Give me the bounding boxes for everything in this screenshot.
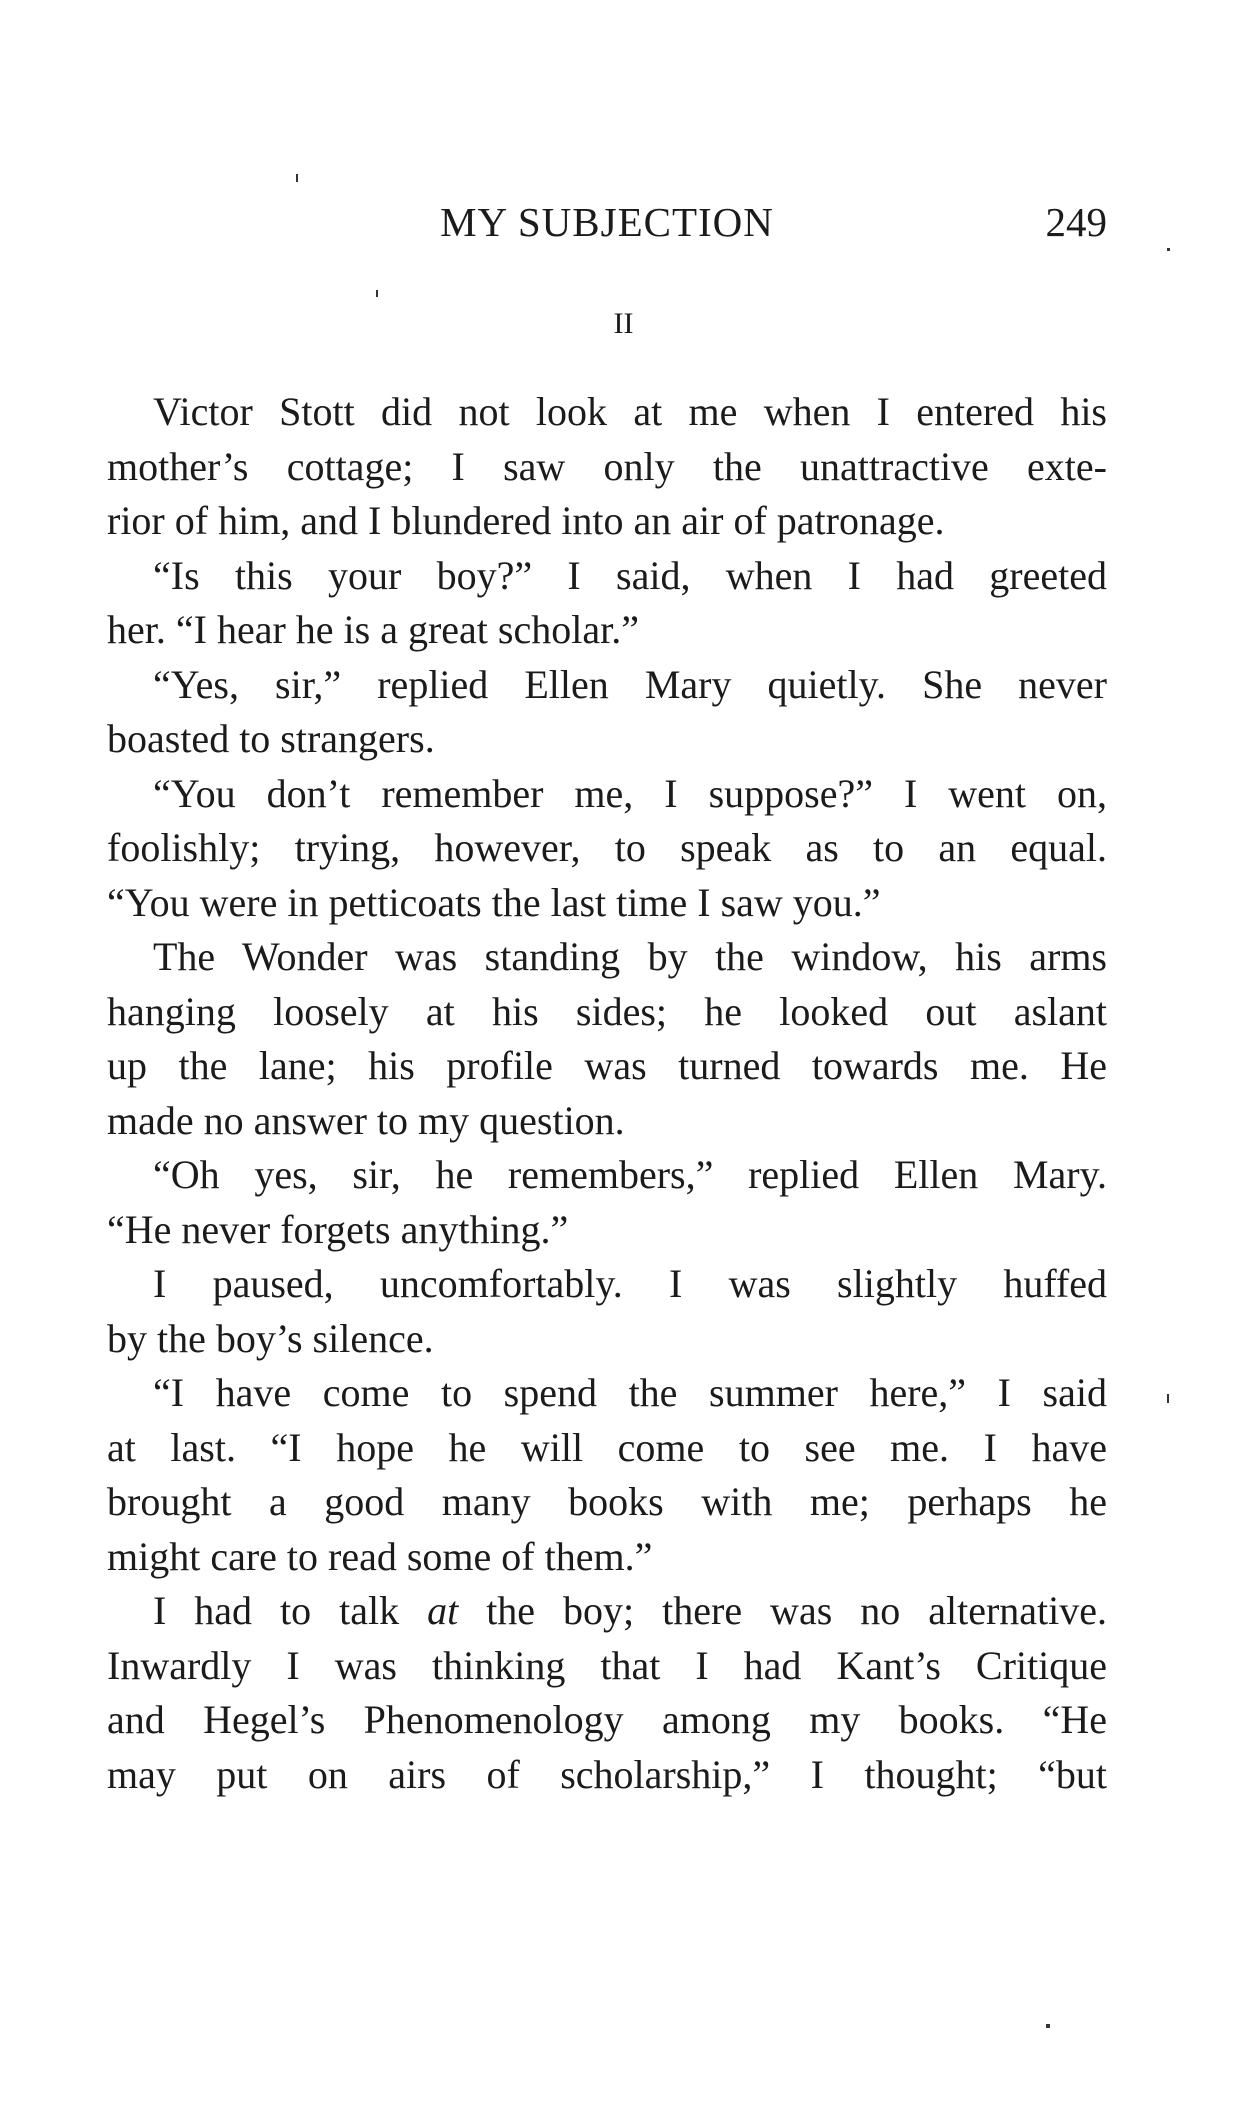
text-line: “You don’t remember me, I suppose?” I went on, <box>153 770 1107 816</box>
text-line: “I have come to spend the summer here,” I said <box>153 1370 1107 1415</box>
text-line: by the boy’s silence. <box>107 1315 434 1361</box>
text-line: mother’s cottage; I saw only the unattractive exte- <box>107 443 1107 489</box>
text-line: I paused, uncomfortably. I was slightly huffed <box>153 1261 1107 1306</box>
page-header <box>107 196 1107 248</box>
text-line: might care to read some of them.” <box>107 1533 653 1579</box>
text-line: “He never forgets anything.” <box>107 1206 569 1252</box>
text-line: boasted to strangers. <box>107 716 435 761</box>
text-line: hanging loosely at his sides; he looked out aslant <box>107 988 1107 1034</box>
text-line: foolishly; trying, however, to speak as to an equal. <box>107 825 1107 870</box>
text-line: up the lane; his profile was turned towards me. He <box>107 1043 1107 1088</box>
print-speck <box>1167 248 1170 251</box>
text-line: “You were in petticoats the last time I saw you.” <box>107 879 881 925</box>
text-line: Victor Stott did not look at me when I entered his <box>153 389 1107 434</box>
section-numeral: II <box>613 307 634 340</box>
print-speck <box>1167 1394 1169 1403</box>
text-line: rior of him, and I blundered into an air of patronage. <box>107 498 945 543</box>
page-number: 249 <box>1045 199 1107 245</box>
text-line: I had to talk at the boy; there was no alternative. <box>153 1588 1108 1633</box>
text-line: “Is this your boy?” I said, when I had greeted <box>153 552 1107 598</box>
text-line: at last. “I hope he will come to see me. I have <box>107 1424 1107 1470</box>
text-line: may put on airs of scholarship,” I thought; “but <box>107 1751 1107 1797</box>
text-line: Inwardly I was thinking that I had Kant’s Critique <box>107 1642 1107 1688</box>
text-line: and Hegel’s Phenomenology among my books. “He <box>107 1697 1107 1742</box>
text-line: brought a good many books with me; perhaps he <box>107 1479 1107 1524</box>
text-line: her. “I hear he is a great scholar.” <box>107 607 639 652</box>
text-line: made no answer to my question. <box>107 1097 625 1143</box>
running-title: MY SUBJECTION <box>440 199 774 245</box>
print-speck <box>376 290 378 297</box>
print-speck <box>1046 2024 1050 2028</box>
body-text <box>107 385 1107 1802</box>
text-line: “Yes, sir,” replied Ellen Mary quietly. She never <box>153 661 1107 707</box>
text-line: “Oh yes, sir, he remembers,” replied Ellen Mary. <box>153 1152 1107 1197</box>
text-line: The Wonder was standing by the window, his arms <box>153 934 1107 979</box>
print-speck <box>296 174 298 182</box>
